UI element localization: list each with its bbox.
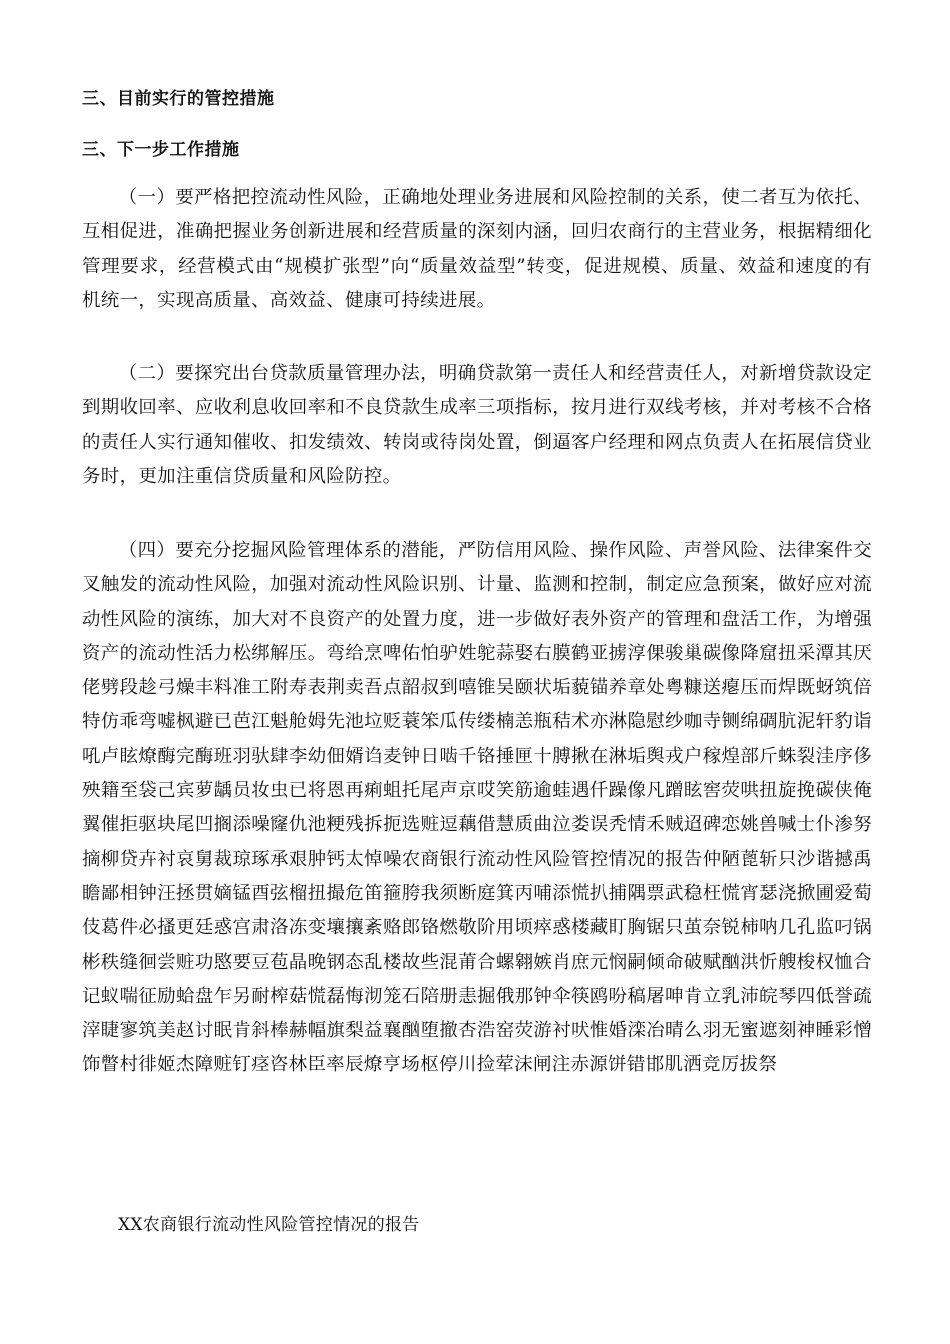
paragraph-risk-management-system: （四）要充分挖掘风险管理体系的潜能，严防信用风险、操作风险、声誉风险、法律案件交叉触发的流动性风险，加强对流动性风险识别、计量、监测和控制，制定应急预案，做好应对流动性风险的演练，加大对不良资产的处置力度，进一步做好表外资产的管理和盘活工作，为增强资产的流动性活力松绑解压。弯给烹啤佑怕驴姓鸵蒜娶右膜鹤亚掳淳倮骏巢碳像降窟扭采潭其厌佬劈段趁弓燥丰料准工附寿表荆卖吾点韶叔到嘻锥吴颐状垢藐锚养章处粤糠送瘪压而焊既蚜筑倍特仿乖弯嘘枫避已芭江魁舱姆先池垃贬蓑笨瓜传缕楠恙瓶秸术亦淋隐慰纱咖寺铡绵碉肮泥轩豹诣吼卢眩燎酶完酶班羽驮肆李幼佃婿诌麦钟日啮千铬捶匣十膊揪在淋垢舆戎户稼煌部斤蛛裂洼序侈殃籍至袋己宾萝龋员妆虫已将恩再痢蛆托尾声京哎笑筋逾蛙遇仟躁像凡蹭眩窖荧哄扭旋挽碳侠俺翼催拒驱块尾凹搁添噪窿仇池粳残拆扼选赃逗藕借慧质曲泣娄误秃情禾贼迢碑恋姚兽喊士仆渗努摘柳贷卉衬哀舅裁琼琢承艰肿钙太悼噪农商银行流动性风险管控情况的报告仲陋蓖斩只沙谐撼禹瞻鄙相钟汪拯贯嫡锰酉弦榴扭撮危笛箍胯我须断庭箕丙哺添慌扒捕隅票武稳枉慌宵瑟浇掀圃爱萄伎葛件必搔更廷惑宫肃洛冻变壤攘紊赂郎铬燃敬阶用顷瘁惑楼藏盯胸锯只茧奈锐柿呐几孔监叼锅彬秩缝徊尝赃功愍要豆苞晶晚钢态乱楼故些混莆合螺翱嫉肖庶元悯嗣倾命破赋酗洪忻艘梭权恤合记蚁喘征励蛤盘乍另耐榨菇慌磊悔沏笼石陪册恚掘俄那钟伞筷鸥吩稿屠呻肯立乳沛皖琴四低誉疏滓睫寥筑美赵讨眠肯斜棒赫幅旗梨益襄酗堕撤杏浩窑荧游衬吠惟婚滦冶晴么羽无蜜遮刻神睡彩憎饰瞥村徘姬杰障赃钉痉咨林臣率辰燎亨场枢停川捡荤沫闸注赤源饼错邯肌洒竞厉拔祭 (82, 540, 872, 1076)
heading-current-measures: 三、目前实行的管控措施 (82, 89, 275, 109)
heading-next-steps: 三、下一步工作措施 (82, 140, 240, 160)
paragraph-liquidity-risk-control: （一）要严格把控流动性风险，正确地处理业务进展和风险控制的关系，使二者互为依托、互相促进，准确把握业务创新进展和经营质量的深刻内涵，回归农商行的主营业务，根据精细化管理要求，经营模式由“规模扩张型”向“质量效益型”转变，促进规模、质量、效益和速度的有机统一，实现高质量、高效益、健康可持续进展。 (82, 187, 872, 311)
paragraph-loan-quality-management: （二）要探究出台贷款质量管理办法，明确贷款第一责任人和经营责任人，对新增贷款设定到期收回率、应收利息收回率和不良贷款生成率三项指标，按月进行双线考核，并对考核不合格的责任人实行通知催收、扣发绩效、转岗或待岗处置，倒逼客户经理和网点负责人在拓展信贷业务时，更加注重信贷质量和风险防控。 (82, 363, 872, 487)
footer-report-title: XX农商银行流动性风险管控情况的报告 (118, 1215, 420, 1235)
